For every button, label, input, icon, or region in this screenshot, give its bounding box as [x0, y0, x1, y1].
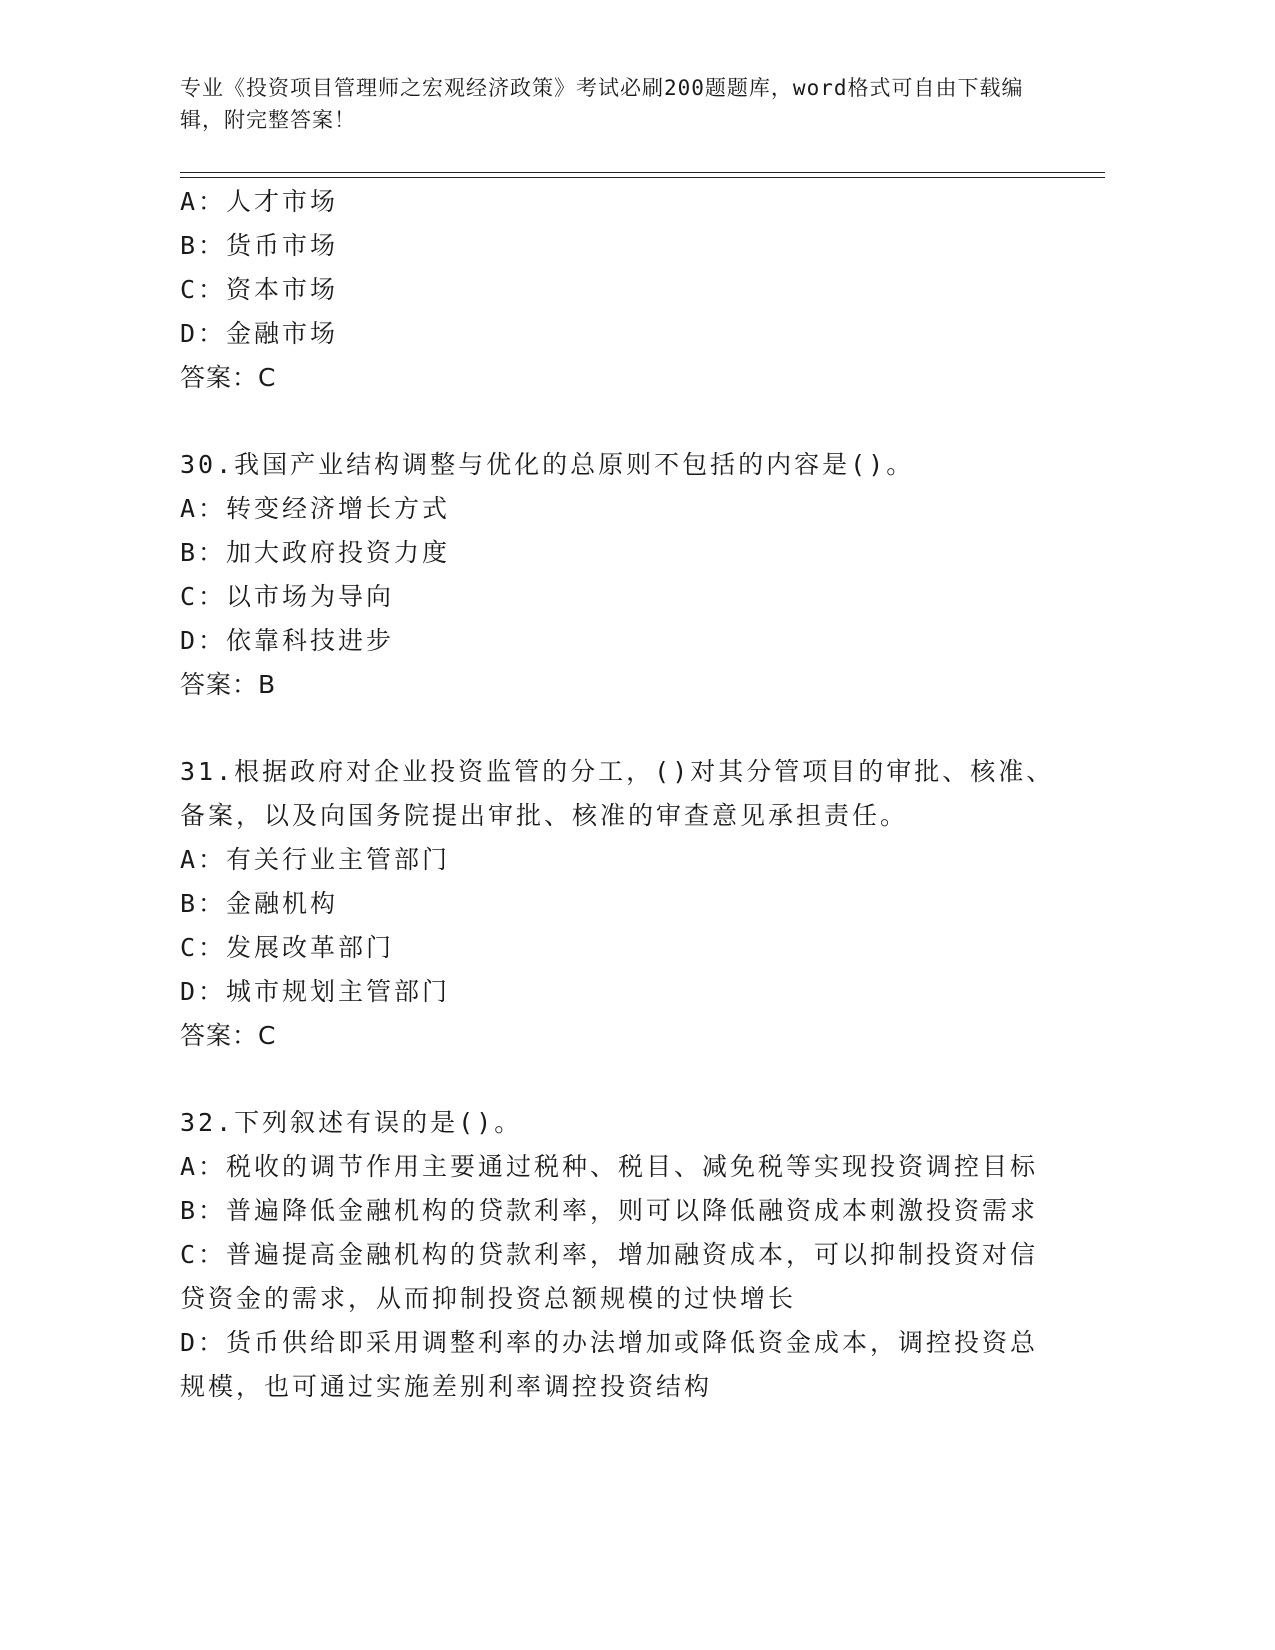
option-a: A：税收的调节作用主要通过税种、税目、减免税等实现投资调控目标	[180, 1152, 1039, 1181]
option-b: B：金融机构	[180, 889, 339, 918]
option-c: C：资本市场	[180, 275, 339, 304]
spacer	[180, 400, 1040, 443]
question-stem: 32.下列叙述有误的是()。	[180, 1108, 523, 1137]
document-header: 专业《投资项目管理师之宏观经济政策》考试必刷200题题库，word格式可自由下载编辑，附完整答案！	[180, 76, 1024, 132]
option-c: C：普遍提高金融机构的贷款利率，增加融资成本，可以抑制投资对信	[180, 1240, 1039, 1269]
option-a: A：有关行业主管部门	[180, 845, 451, 874]
question-29	[180, 180, 1040, 400]
option-a: A：转变经济增长方式	[180, 494, 451, 523]
spacer	[180, 1058, 1040, 1101]
spacer	[180, 707, 1040, 750]
option-c: C：发展改革部门	[180, 933, 395, 962]
answer: 答案：C	[180, 363, 277, 392]
option-b: B：加大政府投资力度	[180, 538, 451, 567]
question-32	[180, 1101, 1040, 1409]
option-d: D：城市规划主管部门	[180, 977, 451, 1006]
option-b: B：货币市场	[180, 231, 339, 260]
answer: 答案：B	[180, 670, 277, 699]
question-31	[180, 750, 1055, 1058]
option-d: D：金融市场	[180, 319, 339, 348]
option-c: C：以市场为导向	[180, 582, 395, 611]
answer: 答案：C	[180, 1021, 277, 1050]
option-d: D：依靠科技进步	[180, 626, 395, 655]
option-a: A：人才市场	[180, 187, 339, 216]
question-stem-line-2: 备案，以及向国务院提出审批、核准的审查意见承担责任。	[180, 801, 909, 830]
header-rule-bottom	[180, 177, 1105, 178]
option-d-continued: 规模，也可通过实施差别利率调控投资结构	[180, 1372, 713, 1401]
question-list	[180, 180, 1055, 1409]
question-30	[180, 443, 1040, 707]
question-stem: 30.我国产业结构调整与优化的总原则不包括的内容是()。	[180, 450, 915, 479]
option-c-continued: 贷资金的需求，从而抑制投资总额规模的过快增长	[180, 1284, 797, 1313]
question-stem-line-1: 31.根据政府对企业投资监管的分工，()对其分管项目的审批、核准、	[180, 757, 1055, 786]
option-b: B：普遍降低金融机构的贷款利率，则可以降低融资成本刺激投资需求	[180, 1196, 1039, 1225]
option-d: D：货币供给即采用调整利率的办法增加或降低资金成本，调控投资总	[180, 1328, 1039, 1357]
header-rule-top	[180, 172, 1105, 173]
